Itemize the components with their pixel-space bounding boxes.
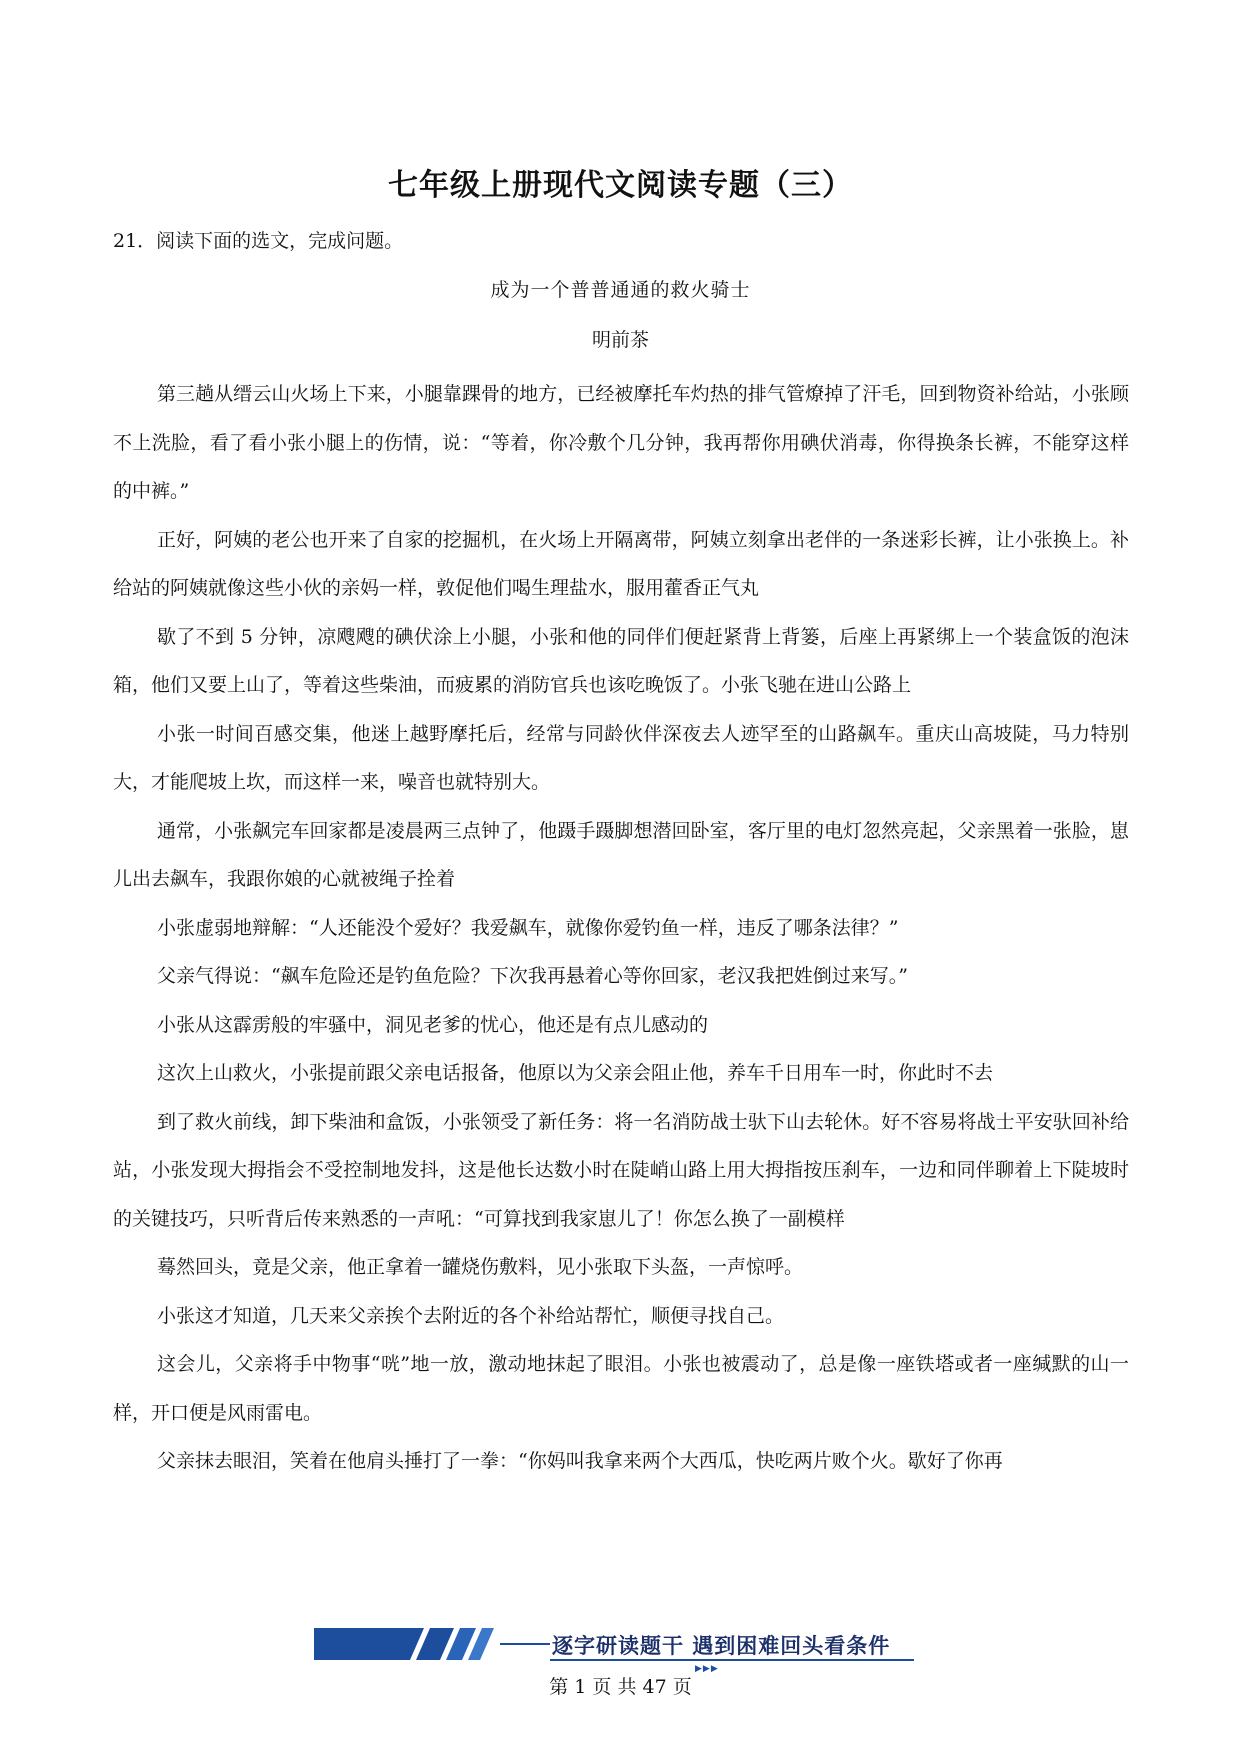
paragraph: 正好，阿姨的老公也开来了自家的挖掘机，在火场上开隔离带，阿姨立刻拿出老伴的一条迷彩长裤，让小张换上。补给站的阿姨就像这些小伙的亲妈一样，敦促他们喝生理盐水，服用藿香正气丸 [113,528,1129,599]
paragraph: 歇了不到 5 分钟，凉飕飕的碘伏涂上小腿，小张和他的同伴们便赶紧背上背篓，后座上再紧绑上一个装盒饭的泡沫箱，他们又要上山了，等着这些柴油，而疲累的消防官兵也该吃晚饭了。小张飞驰在进山公路上 [113,625,1129,696]
banner-arrows-icon: ▶▶▶ [695,1664,719,1674]
paragraph: 父亲抹去眼泪，笑着在他肩头捶打了一拳：“你妈叫我拿来两个大西瓜，快吃两片败个火。歇好了你再 [157,1450,1003,1472]
paragraph: 到了救火前线，卸下柴油和盒饭，小张领受了新任务：将一名消防战士驮下山去轮休。好不容易将战士平安驮回补给站，小张发现大拇指会不受控制地发抖，这是他长达数小时在陡峭山路上用大拇指按压刹车，一边和同伴聊着上下陡坡时的关键技巧，只听背后传来熟悉的一声吼：“可算找到我家崽儿了！你怎么换了一副模样 [113,1110,1129,1230]
page-number: 第 1 页 共 47 页 [549,1676,692,1698]
paragraph: 蓦然回头，竟是父亲，他正拿着一罐烧伤敷料，见小张取下头盔，一声惊呼。 [157,1256,804,1278]
footer-banner [314,1624,926,1664]
paragraph: 第三趟从缙云山火场上下来，小腿靠踝骨的地方，已经被摩托车灼热的排气管燎掉了汗毛，回到物资补给站，小张顾不上洗脸，看了看小张小腿上的伤情，说：“等着，你冷敷个几分钟，我再帮你用碘伏消毒，你得换条长裤，不能穿这样的中裤。” [113,383,1129,502]
paragraph: 小张虚弱地辩解：“人还能没个爱好？我爱飙车，就像你爱钓鱼一样，违反了哪条法律？” [157,916,899,939]
paragraph: 通常，小张飙完车回家都是凌晨两三点钟了，他蹑手蹑脚想潜回卧室，客厅里的电灯忽然亮起，父亲黑着一张脸，崽儿出去飙车，我跟你娘的心就被绳子拴着 [113,819,1129,890]
banner-slogan: 逐字研读题干 遇到困难回头看条件 [552,1634,891,1658]
article-body [113,370,1129,1486]
article-title: 成为一个普普通通的救火骑士 [490,279,751,301]
paragraph: 这次上山救火，小张提前跟父亲电话报备，他原以为父亲会阻止他，养车千日用车一时，你此时不去 [157,1062,994,1084]
paragraph: 小张从这霹雳般的牢骚中，洞见老爹的忧心，他还是有点儿感动的 [157,1013,709,1036]
article-author: 明前茶 [591,329,649,351]
paragraph: 小张这才知道，几天来父亲挨个去附近的各个补给站帮忙，顺便寻找自己。 [157,1304,785,1327]
page-title: 七年级上册现代文阅读专题（三） [388,168,853,203]
paragraph: 这会儿，父亲将手中物事“咣”地一放，激动地抹起了眼泪。小张也被震动了，总是像一座铁塔或者一座缄默的山一样，开口便是风雨雷电。 [113,1353,1129,1424]
paragraph: 小张一时间百感交集，他迷上越野摩托后，经常与同龄伙伴深夜去人迹罕至的山路飙车。重庆山高坡陡，马力特别大，才能爬坡上坎，而这样一来，噪音也就特别大。 [113,722,1129,793]
paragraph: 父亲气得说：“飙车危险还是钓鱼危险？下次我再悬着心等你回家，老汉我把姓倒过来写。” [157,965,908,987]
question-prompt: 21．阅读下面的选文，完成问题。 [113,230,404,252]
